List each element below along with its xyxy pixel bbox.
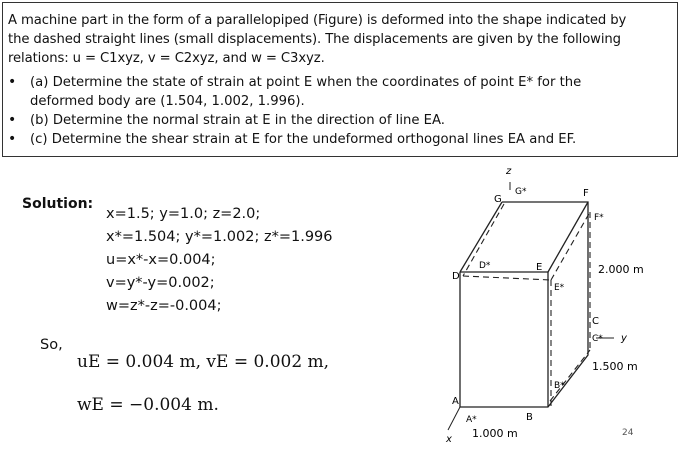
part-b — [8, 111, 673, 130]
edge-EF — [548, 202, 588, 272]
x-axis-line — [448, 407, 460, 430]
intro-line: A machine part in the form of a parallelopiped (Figure) is deformed into the shape indicated by — [8, 13, 627, 28]
point-D: D — [452, 271, 460, 282]
point-A-star: A* — [466, 415, 477, 425]
page-number: 24 — [622, 428, 634, 438]
point-G-star: G* — [515, 187, 527, 197]
dim-depth-label: 1.500 m — [592, 360, 638, 373]
dim-width-label: 1.000 m — [472, 427, 518, 440]
intro-line: relations: u = C1xyz, v = C2xyz, and w = C3xyz. — [8, 51, 325, 66]
point-E-star: E* — [554, 283, 565, 293]
point-F-star: F* — [594, 213, 604, 223]
part-b-line1: • (b) Determine the normal strain at E in the direction of line EA. — [30, 113, 445, 128]
part-c — [8, 130, 673, 149]
point-G: G — [494, 194, 502, 205]
solution-equations — [106, 203, 333, 318]
point-C: C — [592, 316, 599, 327]
point-F: F — [583, 188, 589, 199]
equation-line: u=x*-x=0.004; — [106, 252, 216, 268]
dim-height-label: 2.000 m — [598, 263, 644, 276]
equation-line: w=z*-z=-0.004; — [106, 298, 222, 314]
displacement-result-2: wE = −0.004 m. — [77, 395, 219, 415]
solution-label: Solution: — [22, 196, 94, 212]
equation-line: v=y*-y=0.002; — [106, 275, 215, 291]
parallelepiped-figure — [438, 160, 678, 452]
intro-line: the dashed straight lines (small displacements). The displacements are given by the following — [8, 32, 621, 47]
point-A: A — [452, 396, 459, 407]
point-B-star: B* — [554, 381, 565, 391]
so-label: So, — [40, 337, 63, 353]
point-C-star: C* — [592, 334, 603, 344]
part-a-line2: deformed body are (1.504, 1.002, 1.996). — [30, 94, 305, 109]
point-E: E — [536, 262, 543, 273]
equation-line: x=1.5; y=1.0; z=2.0; — [106, 206, 261, 222]
problem-parts-list — [8, 73, 673, 149]
part-a — [8, 73, 673, 111]
dashed-edge-DE — [463, 276, 551, 280]
dashed-edge-BC — [550, 350, 590, 401]
y-axis-label: y — [621, 333, 627, 344]
dashed-edge-EF — [551, 212, 590, 280]
point-D-star: D* — [479, 261, 491, 271]
equation-line: x*=1.504; y*=1.002; z*=1.996 — [106, 229, 333, 245]
z-axis-label: z — [506, 166, 512, 177]
problem-intro — [8, 11, 673, 68]
part-a-line1: • (a) Determine the state of strain at point E when the coordinates of point E* for the — [30, 75, 582, 90]
displacement-result-1: uE = 0.004 m, vE = 0.002 m, — [77, 352, 330, 372]
x-axis-label: x — [446, 434, 452, 445]
point-B: B — [526, 412, 533, 423]
part-c-line1: • (c) Determine the shear strain at E for the undeformed orthogonal lines EA and EF. — [30, 132, 577, 147]
figure-svg — [438, 160, 678, 452]
